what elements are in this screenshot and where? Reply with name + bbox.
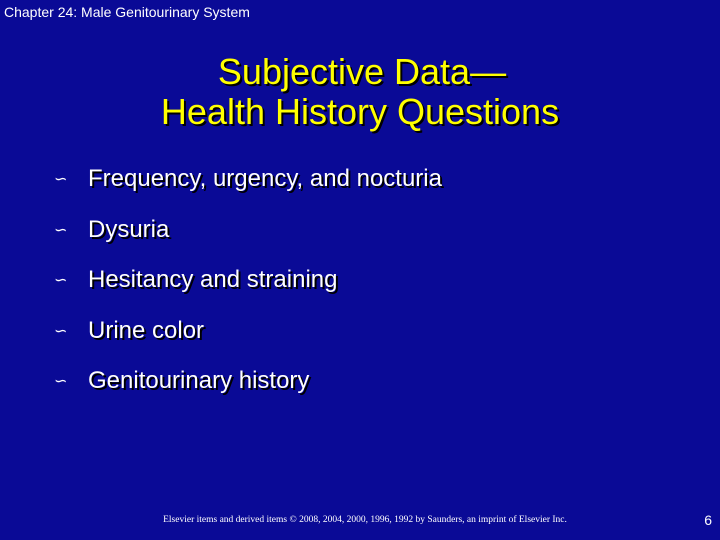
bullet-icon: ∽ xyxy=(54,219,68,239)
chapter-header: Chapter 24: Male Genitourinary System xyxy=(4,4,250,20)
slide-title-line-1: Subjective Data— xyxy=(217,51,507,92)
bullet-text: Genitourinary history xyxy=(88,367,310,394)
slide-title xyxy=(0,52,720,132)
slide-title-line-2: Health History Questions xyxy=(160,91,560,132)
bullet-text: Hesitancy and straining xyxy=(88,266,338,293)
bullet-icon: ∽ xyxy=(54,320,68,340)
bullet-text: Frequency, urgency, and nocturia xyxy=(88,165,442,192)
bullet-icon: ∽ xyxy=(54,371,68,390)
bullet-item xyxy=(54,312,442,363)
bullet-item xyxy=(54,160,442,211)
bullet-item xyxy=(54,362,442,413)
bullet-text: Urine color xyxy=(88,316,205,344)
bullet-icon: ∽ xyxy=(54,270,68,289)
page-number: 6 xyxy=(704,512,712,528)
bullet-list xyxy=(54,160,442,413)
bullet-text: Dysuria xyxy=(88,215,170,243)
bullet-icon: ∽ xyxy=(54,169,68,188)
bullet-item xyxy=(54,211,442,262)
bullet-item xyxy=(54,261,442,312)
copyright-notice: Elsevier items and derived items © 2008, 2004, 2000, 1996, 1992 by Saunders, an imprint of Elsevier Inc. xyxy=(163,515,567,525)
